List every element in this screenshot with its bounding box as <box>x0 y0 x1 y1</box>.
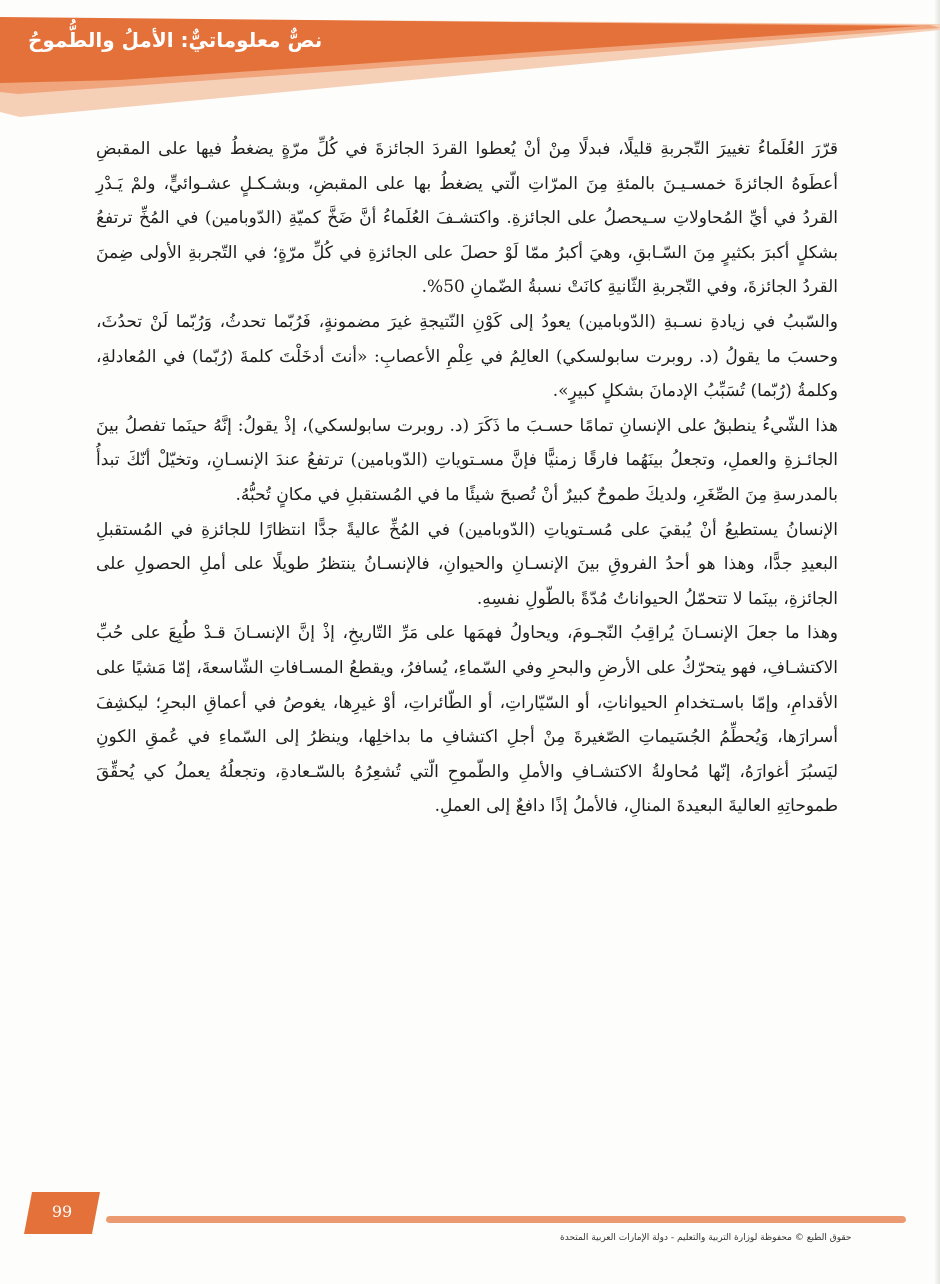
paragraph-4: الإنسانُ يستطيعُ أنْ يُبقيَ على مُسـتوياتِ (الدّوبامين) في المُخِّ عاليةً جدًّا انتظارًا للجائزةِ في المُستقبلِ البعيدِ جدًّا، وهذا هو أحدُ الفروقِ بينَ الإنسـانِ والحيوانِ، فالإنسـانُ ينتظرُ طويلًا على أملِ الحصولِ على الجائزةِ، بينَما لا تتحمّلُ الحيواناتُ مُدّةً بالطّولِ نفسِهِ. <box>96 519 838 609</box>
copyright-notice: حقوق الطبع © محفوظة لوزارة التربية والتعليم - دولة الإمارات العربية المتحدة <box>560 1233 852 1243</box>
page-edge-shadow <box>934 0 940 1284</box>
page-title: نصٌّ معلوماتيٌّ: الأملُ والطُّموحُ <box>28 28 323 52</box>
paragraph-2: والسّببُ في زيادةِ نسـبةِ (الدّوبامين) يعودُ إلى كَوْنِ النّتيجةِ غيرَ مضمونةٍ، فَرُبّما تحدثُ، وَرُبّما لَنْ تحدُثَ، وحسبَ ما يقولُ (د. روبرت سابولسكي) العالِمُ في عِلْمِ الأعصابِ: «أنتَ أدخَلْتَ كلمةَ (رُبّما) في المُعادلةِ، وكلمةُ (رُبّما) تُسَبِّبُ الإدمانَ بشكلٍ كبيرٍ». <box>96 311 838 402</box>
paragraph-3: هذا الشّيءُ ينطبقُ على الإنسانِ تمامًا حسـبَ ما ذَكَرَ (د. روبرت سابولسكي)، إذْ يقولُ: إنَّهُ حينَما تفصلُ بينَ الجائـزةِ والعملِ، وتجعلُ بينَهُما فارقًا زمنيًّا فإنَّ مسـتوياتِ (الدّوبامين) ترتفعُ عندَ الإنسـانِ، وتخيّلْ أنّكَ تبدأُ بالمدرسةِ مِنَ الصِّغَرِ، ولديكَ طموحٌ كبيرٌ أنْ تُصبحَ شيئًا ما في المُستقبلِ في مكانٍ تُحبُّهُ. <box>96 415 838 505</box>
paragraph-5: وهذا ما جعلَ الإنسـانَ يُراقِبُ النّجـومَ، ويحاولُ فهمَها على مَرِّ التّاريخِ، إذْ إنَّ الإنسـانَ قـدْ طُبِعَ على حُبِّ الاكتشـافِ، فهو يتحرّكُ على الأرضِ والبحرِ وفي السّماءِ، يُسافرُ، ويقطعُ المسـافاتِ الشّاسعةَ، إمّا مَشيًا على الأقدامِ، وإمّا باسـتخدامِ الحيواناتِ، أو السّيّاراتِ، أو الطّائراتِ، أوْ غيرِها، يغوصُ في أعماقِ البحرِ؛ ليكشِفَ أسرارَها، وَيُحطِّمُ الجُسَيماتِ الصّغيرةَ مِنْ أجلِ اكتشافِ ما بداخلِها، وينظرُ إلى السّماءِ في عُمقِ الكونِ ليَسبُرَ أغوارَهُ، إنّها مُحاولةُ الاكتشـافِ والأملِ والطّموحِ الّتي تُشعِرُهُ بالسّـعادةِ، وتجعلُهُ يعملُ كي يُحقِّقَ طموحاتِهِ العاليةَ البعيدةَ المنالِ، فالأملُ إذًا دافعٌ إلى العملِ. <box>96 623 838 817</box>
article-body <box>96 132 838 824</box>
footer-divider <box>106 1216 906 1223</box>
page-number: 99 <box>51 1202 73 1221</box>
paragraph-1: قرّرَ العُلَماءُ تغييرَ التّجربةِ قليلًا، فبدلًا مِنْ أنْ يُعطوا القردَ الجائزةَ في كُلِّ مرّةٍ يضغطُ فيها على المقبضِ أعطَوهُ الجائزةَ خمسـيـنَ بالمئةِ مِنَ المرّاتِ الّتي يضغطُ بها على المقبضِ، وبشـكـلٍ عشـوائيٍّ، ولمْ يَـدْرِ القردُ في أيِّ المُحاولاتِ سـيحصلُ على الجائزةِ. واكتشـفَ العُلَماءُ أنَّ ضَخَّ كميّةِ (الدّوبامين) في المُخِّ ترتفعُ بشكلٍ أكبرَ بكثيرٍ مِنَ السّـابقِ، وهيَ أكبرُ ممّا لَوْ حصلَ على الجائزةِ في كُلِّ مرّةٍ؛ في التّجربةِ الأولى ضِمنَ القردُ الجائزةَ، وفي التّجربةِ الثّانيةِ كانَتْ نسبةُ الضّمانِ 50%. <box>96 139 838 298</box>
